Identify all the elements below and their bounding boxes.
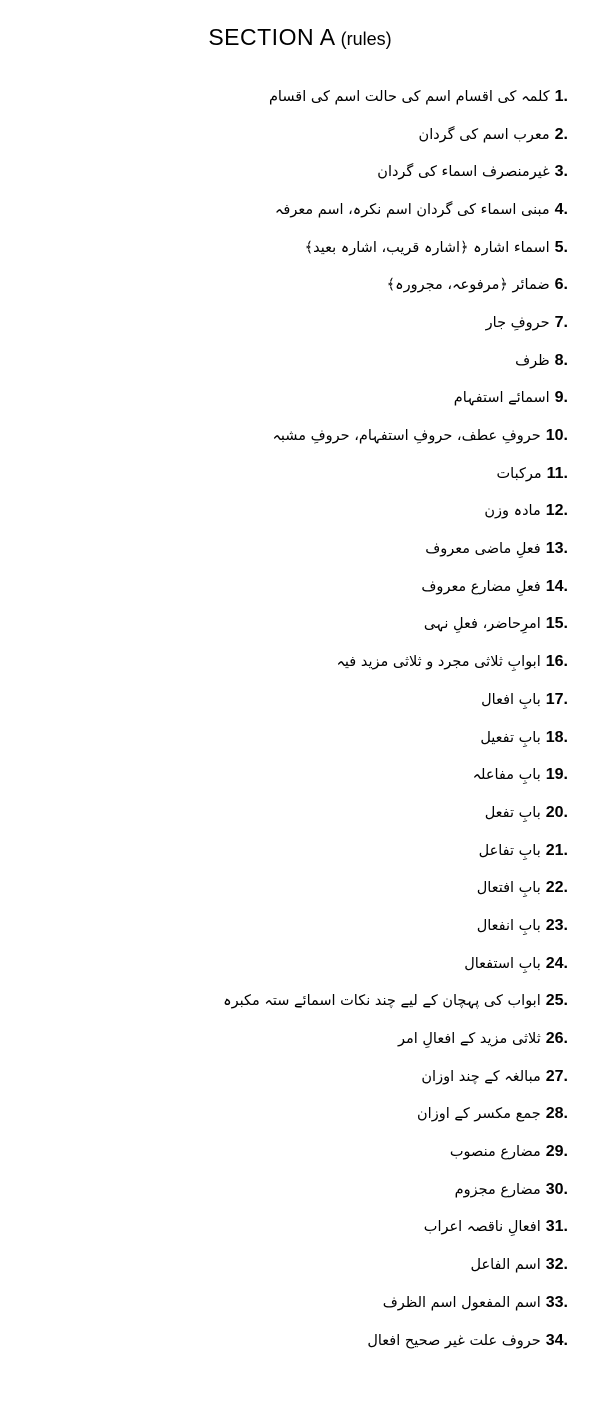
list-item-number: 18.	[545, 728, 568, 746]
list-item-text: اسم الفاعل	[470, 1257, 541, 1274]
list-item	[28, 681, 568, 719]
list-item-text: بابِ تفعیل	[480, 729, 541, 746]
list-item-text: فعلِ ماضی معروف	[425, 541, 541, 558]
list-item-number: 31.	[545, 1218, 568, 1236]
list-item-text: افعالِ ناقصہ اعراب	[423, 1219, 541, 1236]
list-item-number: 26.	[545, 1030, 568, 1048]
list-item-number: 11.	[546, 464, 568, 482]
list-item	[28, 1096, 568, 1134]
list-item-number: 21.	[545, 841, 568, 859]
section-subtitle: (rules)	[340, 29, 392, 49]
section-title: SECTION A	[208, 24, 336, 50]
list-item-text: بابِ تفاعل	[478, 842, 541, 859]
list-item-number: 25.	[545, 992, 568, 1010]
list-item-number: 23.	[545, 916, 568, 934]
list-item-number: 4.	[554, 200, 568, 218]
list-item	[28, 907, 568, 945]
list-item-text: بابِ تفعل	[484, 804, 541, 821]
list-item-number: 29.	[545, 1143, 568, 1161]
list-item	[28, 116, 568, 154]
list-item	[28, 1058, 568, 1096]
list-item-text: ابوابِ ثلاثی مجرد و ثلاثی مزید فیہ	[336, 654, 541, 671]
list-item-number: 28.	[545, 1105, 568, 1123]
list-item-number: 1.	[554, 87, 568, 105]
list-item	[28, 794, 568, 832]
list-item-text: مادہ وزن	[484, 503, 541, 520]
list-item	[28, 153, 568, 191]
list-item	[28, 756, 568, 794]
list-item-number: 22.	[545, 879, 568, 897]
list-item-number: 5.	[554, 238, 568, 256]
list-item-number: 15.	[545, 615, 568, 633]
list-item-text: ضمائر ﴿مرفوعہ، مجرورہ﴾	[386, 277, 550, 294]
list-item-text: فعلِ مضارع معروف	[421, 578, 541, 595]
list-item	[28, 1209, 568, 1247]
list-item-number: 16.	[545, 653, 568, 671]
list-item	[28, 493, 568, 531]
list-item	[28, 78, 568, 116]
list-item	[28, 1171, 568, 1209]
list-item	[28, 455, 568, 493]
list-item	[28, 266, 568, 304]
list-item-text: جمع مکسر کے اوزان	[417, 1106, 541, 1123]
list-item	[28, 719, 568, 757]
list-item-text: بابِ استفعال	[464, 955, 541, 972]
list-item-number: 7.	[554, 313, 568, 331]
list-item	[28, 606, 568, 644]
list-item-number: 19.	[545, 766, 568, 784]
list-item-text: بابِ مفاعلہ	[472, 767, 541, 784]
list-item	[28, 643, 568, 681]
list-item	[28, 1322, 568, 1360]
list-item-text: اسماء اشارہ ﴿اشارہ قریب، اشارہ بعید﴾	[304, 239, 550, 256]
list-item-text: اسمائے استفہام	[453, 390, 550, 407]
list-item	[28, 304, 568, 342]
list-item-text: مبالغہ کے چند اوزان	[421, 1068, 541, 1085]
list-item-number: 30.	[545, 1180, 568, 1198]
list-item-text: بابِ انفعال	[476, 917, 541, 934]
list-item-number: 3.	[554, 163, 568, 181]
list-item	[28, 229, 568, 267]
list-item	[28, 1133, 568, 1171]
list-item-text: امرِحاضر، فعلِ نہی	[423, 616, 541, 633]
list-item	[28, 191, 568, 229]
list-item	[28, 380, 568, 418]
list-item	[28, 568, 568, 606]
list-item-text: بابِ افتعال	[476, 880, 541, 897]
list-item	[28, 832, 568, 870]
list-item-number: 32.	[545, 1256, 568, 1274]
list-item-number: 6.	[554, 276, 568, 294]
list-item-text: بابِ افعال	[481, 691, 541, 708]
list-item-number: 24.	[545, 954, 568, 972]
list-item	[28, 869, 568, 907]
list-item	[28, 1284, 568, 1322]
list-item-text: حروفِ عطف، حروفِ استفہام، حروفِ مشبہ	[272, 428, 541, 445]
list-item-number: 17.	[545, 690, 568, 708]
list-item	[28, 530, 568, 568]
list-item-number: 20.	[545, 803, 568, 821]
list-item-text: حروفِ جار	[485, 314, 550, 331]
list-item-text: مبنی اسماء کی گردان اسم نکرہ، اسم معرفہ	[274, 201, 550, 218]
list-item-text: حروف علت غیر صحیح افعال	[367, 1332, 541, 1349]
list-item-text: اسم المفعول اسم الظرف	[382, 1294, 541, 1311]
list-item	[28, 417, 568, 455]
list-item-number: 12.	[545, 502, 568, 520]
list-item-number: 10.	[545, 427, 568, 445]
list-item-text: ثلاثی مزید کے افعالِ امر	[397, 1031, 541, 1048]
list-item-text: ابواب کی پہچان کے لیے چند نکات اسمائے ستہ مکبرہ	[223, 993, 541, 1010]
list-item-text: مضارع منصوب	[449, 1144, 541, 1161]
list-item-text: مرکبات	[496, 465, 542, 482]
list-item-number: 9.	[554, 389, 568, 407]
list-item-number: 13.	[545, 540, 568, 558]
rules-list	[28, 78, 568, 1359]
list-item	[28, 945, 568, 983]
list-item	[28, 983, 568, 1021]
page-title	[0, 24, 600, 51]
list-item	[28, 1020, 568, 1058]
list-item-number: 34.	[545, 1331, 568, 1349]
list-item-number: 2.	[554, 125, 568, 143]
list-item-text: مضارع مجزوم	[454, 1181, 541, 1198]
list-item-number: 8.	[554, 351, 568, 369]
list-item-number: 14.	[545, 577, 568, 595]
list-item-text: معرب اسم کی گردان	[418, 126, 550, 143]
list-item-text: ظرف	[515, 352, 550, 369]
list-item-number: 27.	[545, 1067, 568, 1085]
list-item-number: 33.	[545, 1293, 568, 1311]
list-item-text: غیرمنصرف اسماء کی گردان	[377, 164, 550, 181]
list-item-text: کلمہ کی اقسام اسم کی حالت اسم کی اقسام	[268, 88, 550, 105]
list-item	[28, 1246, 568, 1284]
list-item	[28, 342, 568, 380]
